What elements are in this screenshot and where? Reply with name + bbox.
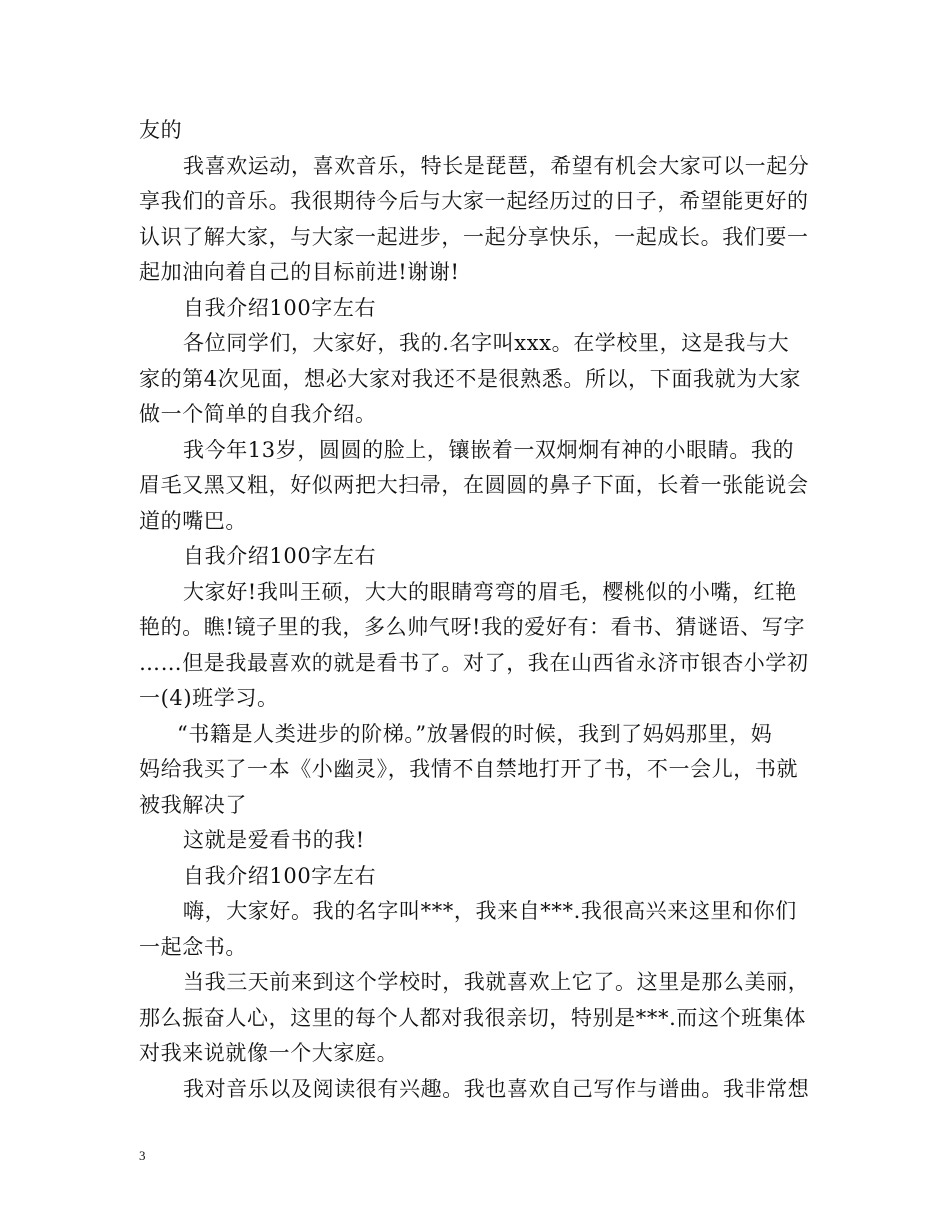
- text-line: 对我来说就像一个大家庭。: [139, 1041, 399, 1065]
- text-line: 那么振奋人心，这里的每个人都对我很亲切，特别是***.而这个班集体: [139, 1005, 806, 1030]
- text-line: 妈给我买了一本《小幽灵》，我情不自禁地打开了书，不一会儿，书就: [139, 757, 799, 781]
- section-heading: 自我介绍100字左右: [183, 295, 377, 320]
- text-line: 享我们的音乐。我很期待今后与大家一起经历过的日子，希望能更好的: [139, 189, 809, 213]
- text-line: 起加油向着自己的目标前进!谢谢!: [139, 260, 460, 284]
- text-line: 认识了解大家，与大家一起进步，一起分享快乐，一起成长。我们要一: [139, 224, 809, 249]
- document-body: [139, 113, 814, 1107]
- text-line: 各位同学们，大家好，我的.名字叫xxx。在学校里，这是我与大: [183, 331, 790, 355]
- text-line: 大家好!我叫王硕，大大的眼睛弯弯的眉毛，樱桃似的小嘴，红艳: [183, 579, 797, 604]
- text-line: ……但是我最喜欢的就是看书了。对了，我在山西省永济市银杏小学初: [139, 650, 809, 675]
- page-number: 3: [139, 1148, 146, 1163]
- text-line: 当我三天前来到这个学校时，我就喜欢上它了。这里是那么美丽，: [183, 970, 810, 994]
- text-line: 这就是爱看书的我!: [183, 828, 365, 852]
- text-line: 家的第4次见面，想必大家对我还不是很熟悉。所以，下面我就为大家: [139, 366, 801, 391]
- text-line: 我今年13岁，圆圆的脸上，镶嵌着一双炯炯有神的小眼睛。我的: [183, 437, 795, 462]
- section-heading: 自我介绍100字左右: [183, 544, 377, 568]
- text-line: 我喜欢运动，喜欢音乐，特长是琵琶，希望有机会大家可以一起分: [183, 153, 810, 178]
- text-line: 我对音乐以及阅读很有兴趣。我也喜欢自己写作与谱曲。我非常想: [183, 1076, 810, 1101]
- text-line: 友的: [139, 118, 183, 142]
- text-line: 一起念书。: [139, 934, 247, 959]
- text-line: 一(4)班学习。: [139, 686, 279, 710]
- text-line: 被我解决了: [139, 792, 247, 817]
- text-line: 嗨，大家好。我的名字叫***，我来自***.我很高兴来这里和你们: [183, 899, 797, 923]
- text-line: 做一个简单的自我介绍。: [139, 402, 377, 426]
- section-heading: 自我介绍100字左右: [183, 863, 377, 888]
- text-line: 眉毛又黑又粗，好似两把大扫帚，在圆圆的鼻子下面，长着一张能说会: [139, 473, 809, 497]
- text-line: “书籍是人类进步的阶梯。”放暑假的时候，我到了妈妈那里，妈: [177, 721, 773, 746]
- text-line: 艳的。瞧!镜子里的我，多么帅气呀!我的爱好有：看书、猜谜语、写字: [139, 615, 806, 639]
- text-line: 道的嘴巴。: [139, 508, 247, 533]
